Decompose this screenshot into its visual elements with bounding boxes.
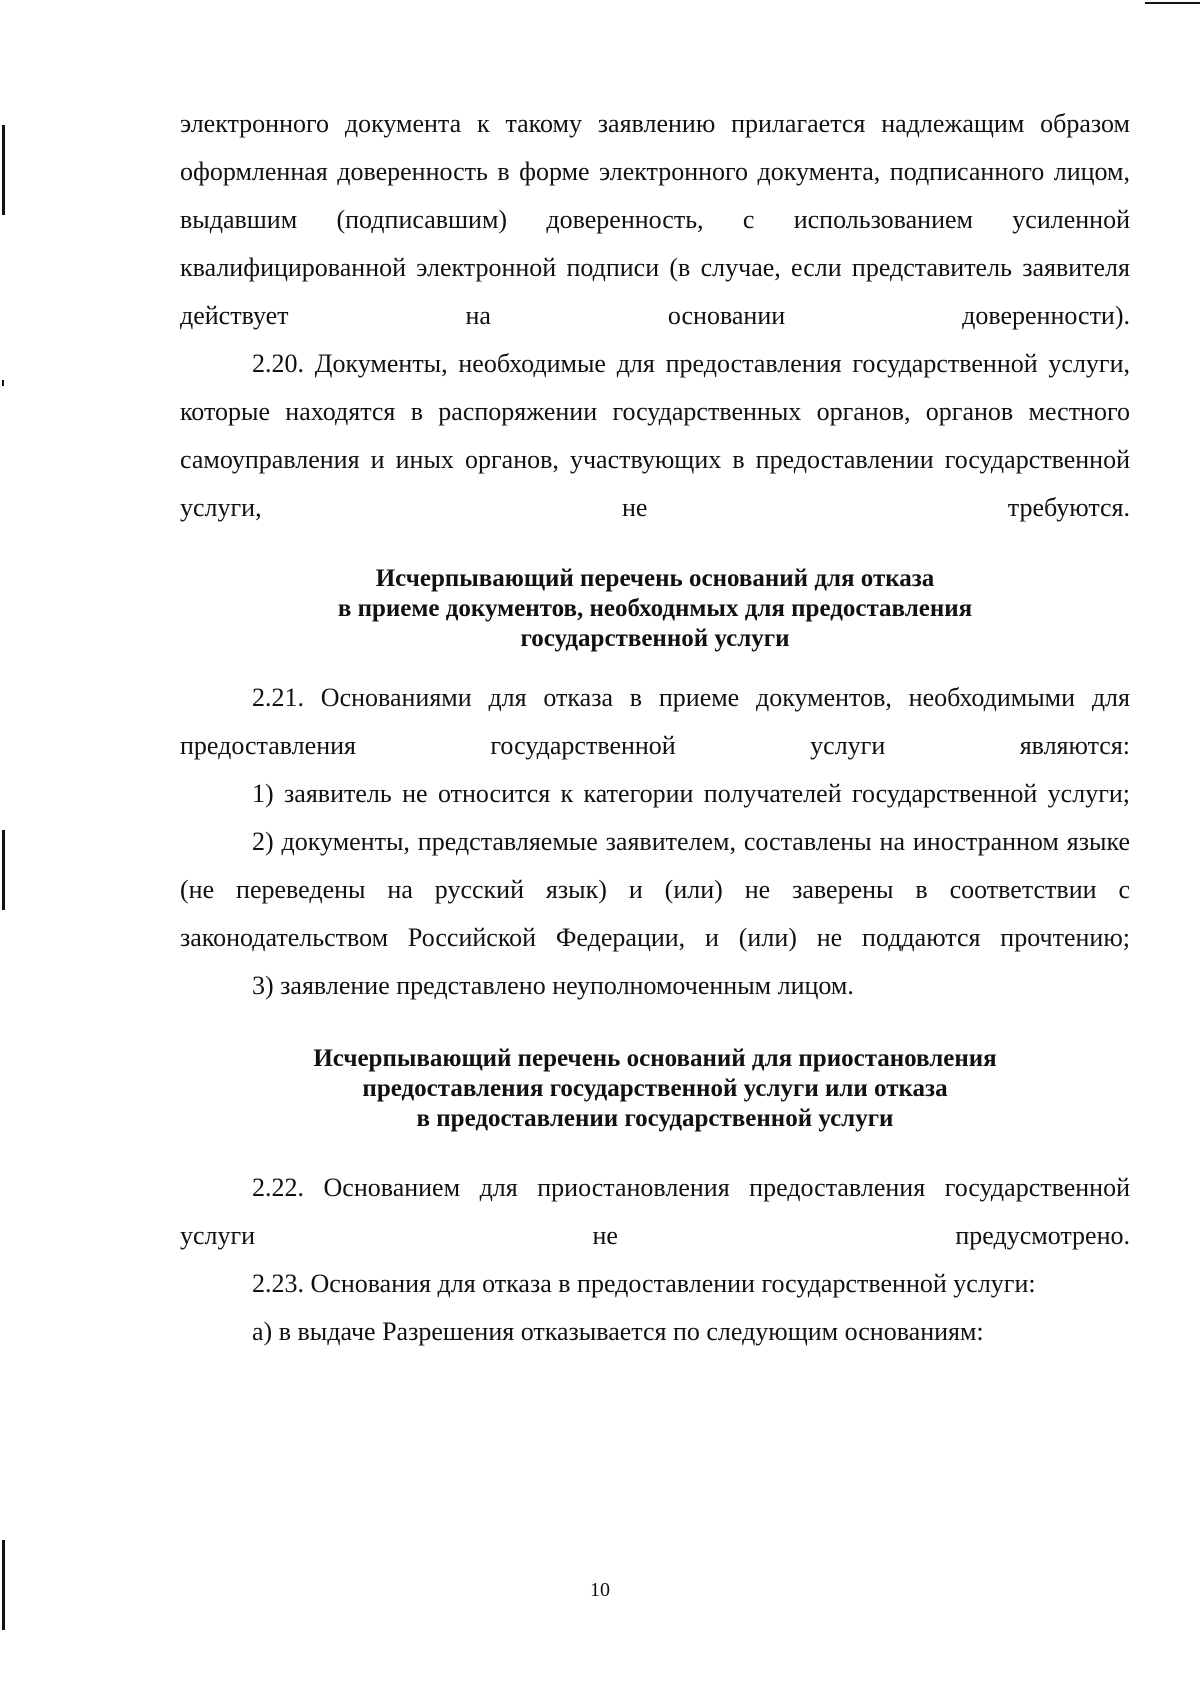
scan-edge-mark [2,380,4,386]
section-heading-refusal-acceptance [180,564,1130,654]
section-heading-suspension-refusal [180,1044,1130,1134]
paragraph-2-23: 2.23. Основания для отказа в предоставлении государственной услуги: [252,1269,1036,1298]
heading-line: Исчерпывающий перечень оснований для приостановления [313,1045,997,1072]
paragraph-2-20: 2.20. Документы, необходимые для предоставления государственной услуги, которые находятся в распоряжении государственных органов, органов местного самоуправления и иных органов, участвующих в предоставлении государственной услуги, не требуются. [180,349,1130,522]
scan-edge-mark [2,830,5,910]
document-page [180,100,1130,1356]
heading-line: государственной услуги [520,625,790,652]
scan-edge-mark [1145,2,1200,4]
heading-line: в предоставлении государственной услуги [416,1105,894,1132]
paragraph-2-21: 2.21. Основаниями для отказа в приеме документов, необходимыми для предоставления государственной услуги являются: [180,683,1130,760]
heading-line: в приеме документов, необходнмых для предоставления [337,595,973,622]
list-item-1: 1) заявитель не относится к категории получателей государственной услуги; [252,779,1130,808]
page-number: 10 [590,1579,610,1601]
scan-edge-mark [2,125,5,215]
heading-line: предоставления государственной услуги или отказа [362,1075,948,1102]
list-item-2: 2) документы, представляемые заявителем, составлены на иностранном языке (не переведены на русский язык) и (или) не заверены в соответствии с законодательством Российской Федерации, и (или) не поддаются прочтению; [180,827,1130,952]
list-item-3: 3) заявление представлено неуполномоченным лицом. [252,971,854,1000]
heading-line: Исчерпывающий перечень оснований для отказа [375,565,935,592]
paragraph-2-23-a: а) в выдаче Разрешения отказывается по следующим основаниям: [252,1317,984,1346]
paragraph-2-22: 2.22. Основанием для приостановления предоставления государственной услуги не предусмотрено. [180,1173,1130,1250]
paragraph-continuation: электронного документа к такому заявлению прилагается надлежащим образом оформленная доверенность в форме электронного документа, подписанного лицом, выдавшим (подписавшим) доверенность, с использованием усиленной квалифицированной электронной подписи (в случае, если представитель заявителя действует на основании доверенности). [180,109,1130,330]
